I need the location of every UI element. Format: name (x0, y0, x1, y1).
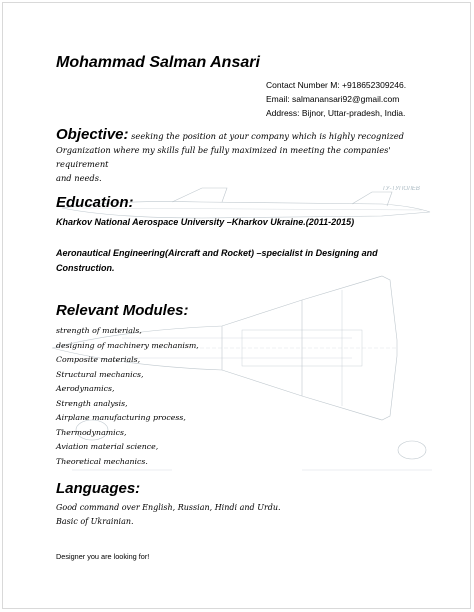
list-item: Theoretical mechanics. (56, 456, 148, 466)
postal-address: Address: Bijnor, Uttar-pradesh, India. (266, 108, 406, 118)
objective-text-line3: and needs. (56, 173, 102, 183)
list-item: Airplane manufacturing process, (56, 413, 186, 422)
footer-tagline: Designer you are looking for! (56, 552, 150, 561)
modules-heading: Relevant Modules: (56, 302, 189, 319)
languages-heading: Languages: (56, 480, 141, 497)
watermark-label: ТУ-ТУПОЛЕВ (382, 186, 420, 192)
list-item: Strength analysis, (56, 398, 128, 408)
email-address: Email: salmanansari92@gmail.com (266, 94, 400, 104)
objective-text-line1: seeking the position at your company which is highly recognized (131, 131, 404, 141)
list-item: Composite materials, (56, 355, 141, 364)
candidate-name: Mohammad Salman Ansari (56, 54, 260, 71)
education-degree-line1: Aeronautical Engineering(Aircraft and Rocket) –specialist in Designing and (56, 248, 378, 258)
list-item: Thermodynamics, (56, 427, 127, 437)
languages-section (56, 501, 281, 528)
languages-line2: Basic of Ukrainian. (56, 516, 134, 526)
contact-block (266, 78, 418, 120)
languages-line1: Good command over English, Russian, Hindi and Urdu. (56, 503, 281, 512)
education-degree-line2: Construction. (56, 263, 115, 273)
education-university: Kharkov National Aerospace University –Kharkov Ukraine.(2011-2015) (56, 217, 355, 227)
education-heading: Education: (56, 194, 134, 211)
objective-section (56, 128, 421, 185)
modules-list (56, 324, 199, 469)
objective-text-line2: Organization where my skills full be fully maximized in meeting the companies' requirement (56, 145, 391, 169)
objective-heading: Objective: (56, 126, 129, 143)
list-item: designing of machinery mechanism, (56, 340, 199, 350)
contact-number: Contact Number M: +918652309246. (266, 80, 407, 90)
list-item: Aviation material science, (56, 442, 159, 451)
list-item: Structural mechanics, (56, 369, 144, 379)
list-item: Aerodynamics, (56, 384, 115, 393)
list-item: strength of materials, (56, 326, 142, 335)
